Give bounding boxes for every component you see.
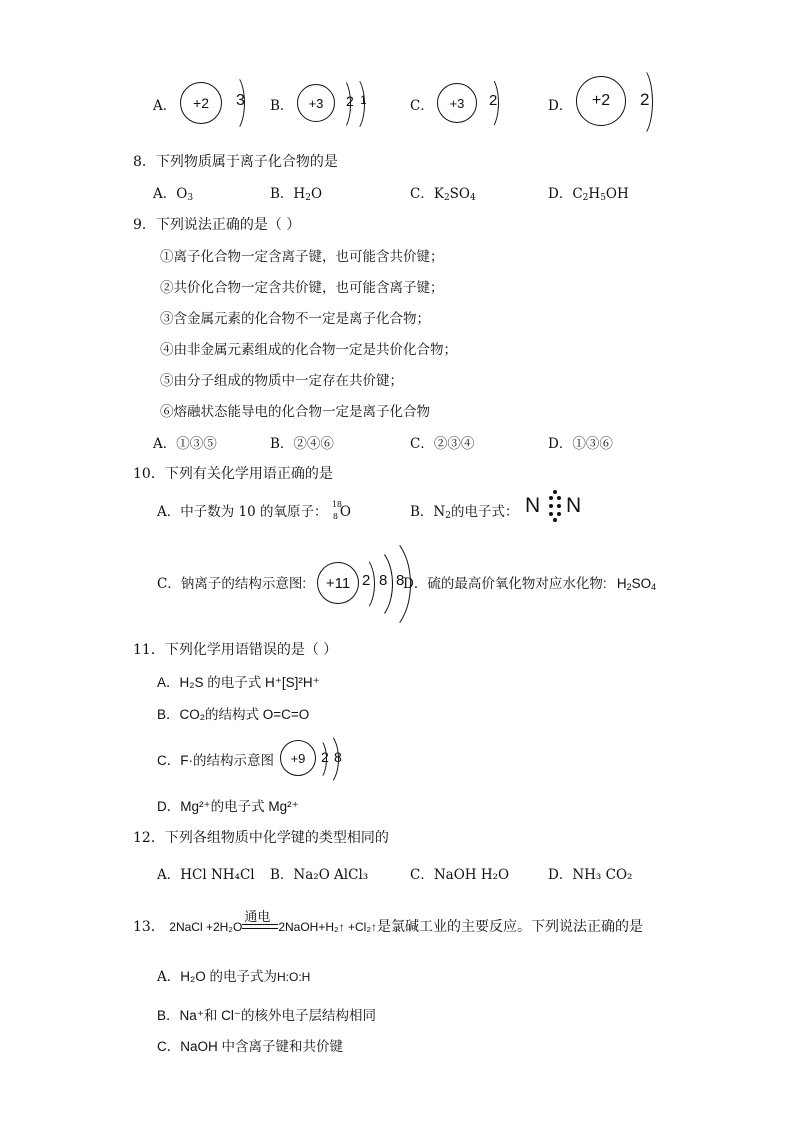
- q9-statement-5: ⑤由分子组成的物质中一定存在共价键；: [160, 373, 403, 388]
- question-9-stem: 9．下列说法正确的是（ ）: [133, 217, 301, 233]
- q8-option-a: A．$O_3$: [153, 186, 194, 203]
- q12-option-b: B．Na₂O AlCl₃: [270, 867, 369, 883]
- q9-statement-4: ④由非金属元素组成的化合物一定是共价化合物；: [160, 342, 457, 357]
- q8-option-d: D．$C_2H_5OH$: [548, 186, 629, 203]
- question-10-stem: 10．下列有关化学用语正确的是: [133, 466, 333, 482]
- nucleus-circle: +2: [576, 76, 626, 126]
- question-11-stem: 11．下列化学用语错误的是（ ）: [133, 642, 338, 658]
- q12-option-d: D．NH₃ CO₂: [548, 867, 633, 883]
- q10-option-c: C．钠离子的结构示意图:: [157, 576, 307, 592]
- q10-option-b: B．$N_2$的电子式：: [410, 504, 519, 521]
- q11-option-c: C．F·的结构示意图: [157, 753, 274, 768]
- q9-statement-3: ③含金属元素的化合物不一定是离子化合物；: [160, 311, 430, 326]
- question-13-stem: 13． 2NaCl +2H₂O 通电 2NaOH+H₂↑ +Cl₂↑是氯碱工业的主要反应。下列说法正确的是: [133, 909, 643, 935]
- q8-option-c: C．$K_2SO_4$: [410, 186, 476, 203]
- q12-option-c: C．NaOH H₂O: [410, 867, 510, 883]
- nucleus-circle: +9: [280, 740, 316, 776]
- q9-statement-1: ①离子化合物一定含离子键，也可能含共价键；: [160, 249, 444, 264]
- q9-option-d: D．①③⑥: [548, 436, 613, 452]
- nucleus-circle: +11: [317, 562, 359, 604]
- q9-statement-6: ⑥熔融状态能导电的化合物一定是离子化合物: [160, 404, 430, 419]
- q10-option-a: A．中子数为 10 的氧原子： 18 8 O: [157, 499, 351, 521]
- q12-option-a: A．HCl NH₄Cl: [157, 867, 255, 883]
- q11-option-b: B．CO₂的结构式 O=C=O: [157, 707, 310, 722]
- q9-option-c: C．②③④: [410, 436, 475, 452]
- nucleus-circle: +2: [180, 82, 222, 124]
- q13-option-c: C．NaOH 中含离子键和共价键: [157, 1039, 344, 1054]
- nucleus-circle: +3: [297, 84, 335, 122]
- q9-option-b: B．②④⑥: [270, 436, 334, 452]
- question-12-stem: 12．下列各组物质中化学键的类型相同的: [133, 830, 389, 846]
- q9-option-a: A．①③⑤: [153, 436, 217, 452]
- q9-statement-2: ②共价化合物一定含共价键，也可能含离子键；: [160, 280, 444, 295]
- q11-option-d: D．Mg²⁺的电子式 Mg²⁺: [157, 799, 299, 814]
- q8-option-b: B．$H_2O$: [270, 186, 323, 203]
- q13-option-b: B．Na⁺和 Cl⁻的核外电子层结构相同: [157, 1008, 377, 1023]
- q13-option-a: A．H₂O 的电子式为H:O:H: [157, 969, 311, 985]
- nucleus-circle: +3: [437, 83, 477, 123]
- q11-option-a: A．H₂S 的电子式 H⁺[S]²H⁺: [157, 675, 320, 690]
- question-8-stem: 8．下列物质属于离子化合物的是: [133, 154, 338, 170]
- q10-option-d: D．硫的最高价氧化物对应水化物: $H_2SO_4$: [403, 576, 657, 592]
